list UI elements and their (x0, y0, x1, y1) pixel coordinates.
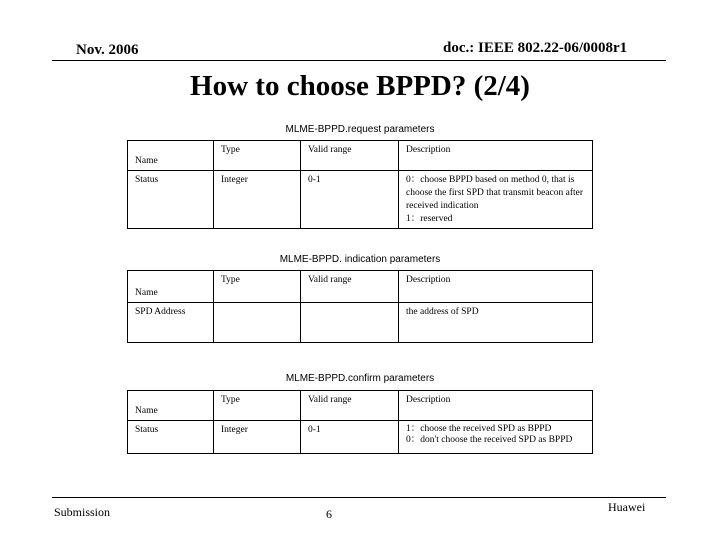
footer-rule (52, 497, 666, 498)
cell-type (214, 303, 301, 343)
table-row (128, 303, 593, 343)
header-doc-id: doc.: IEEE 802.22-06/0008r1 (443, 40, 628, 56)
table-header-row (128, 141, 593, 171)
cell-type: Integer (214, 421, 301, 454)
indication-caption: MLME-BPPD. indication parameters (279, 254, 441, 265)
cell-name: SPD Address (128, 303, 214, 343)
header-valid-range: Valid range (301, 141, 399, 171)
header-type: Type (214, 141, 301, 171)
confirm-parameters-table (127, 390, 593, 454)
header-description: Description (399, 271, 593, 303)
header-rule (52, 60, 666, 61)
table-header-row (128, 391, 593, 421)
request-parameters-table (127, 140, 593, 229)
cell-valid-range (301, 303, 399, 343)
request-caption: MLME-BPPD.request parameters (285, 124, 435, 135)
confirm-caption: MLME-BPPD.confirm parameters (285, 373, 435, 384)
header-type: Type (214, 271, 301, 303)
cell-description: the address of SPD (399, 303, 593, 343)
cell-name: Status (128, 421, 214, 454)
indication-parameters-table (127, 270, 593, 343)
page-number: 6 (326, 507, 332, 521)
header-name: Name (128, 391, 214, 421)
header-name: Name (128, 271, 214, 303)
header-name: Name (128, 141, 214, 171)
slide-title: How to choose BPPD? (2/4) (190, 70, 530, 102)
header-valid-range: Valid range (301, 391, 399, 421)
header-type: Type (214, 391, 301, 421)
footer-submission: Submission (54, 505, 111, 519)
cell-type: Integer (214, 171, 301, 229)
table-header-row (128, 271, 593, 303)
table-row (128, 421, 593, 454)
cell-name: Status (128, 171, 214, 229)
cell-description: 1：choose the received SPD as BPPD 0：don't choose the received SPD as BPPD (399, 421, 593, 454)
header-description: Description (399, 391, 593, 421)
footer-company: Huawei (608, 500, 646, 514)
header-valid-range: Valid range (301, 271, 399, 303)
cell-valid-range: 0-1 (301, 171, 399, 229)
header-description: Description (399, 141, 593, 171)
cell-description: 0：choose BPPD based on method 0, that is choose the first SPD that transmit beacon after received indication 1：reserved (399, 171, 593, 229)
cell-valid-range: 0-1 (301, 421, 399, 454)
header-date: Nov. 2006 (76, 42, 139, 58)
table-row (128, 171, 593, 229)
